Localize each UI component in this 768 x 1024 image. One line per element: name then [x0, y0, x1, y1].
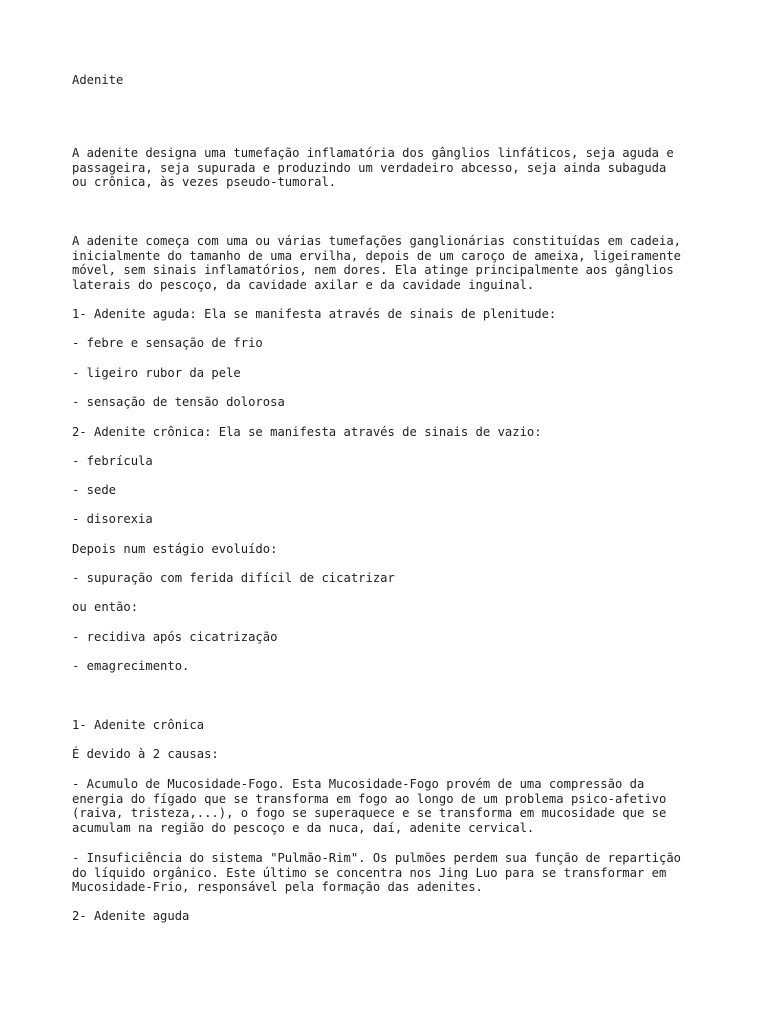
text-line: passageira, seja supurada e produzindo um verdadeiro abcesso, seja ainda subaguda — [72, 160, 667, 175]
list-item: - disorexia — [72, 512, 153, 526]
text-line: inicialmente do tamanho de uma ervilha, depois de um caroço de ameixa, ligeiramente — [72, 248, 682, 263]
list-item: - emagrecimento. — [72, 659, 190, 673]
text-line: A adenite designa uma tumefação inflamatória dos gânglios linfáticos, seja aguda e — [72, 146, 674, 160]
text-line: laterais do pescoço, da cavidade axilar e da cavidade inguinal. — [72, 277, 535, 292]
text-line: acumulam na região do pescoço e da nuca, daí, adenite cervical. — [72, 820, 535, 835]
list-item: - recidiva após cicatrização — [72, 630, 278, 644]
section-heading-acute: 2- Adenite aguda — [72, 909, 190, 923]
causes-heading: É devido à 2 causas: — [72, 747, 219, 761]
later-stage-heading: Depois num estágio evoluído: — [72, 542, 278, 556]
acute-signs-heading: 1- Adenite aguda: Ela se manifesta através de sinais de plenitude: — [72, 307, 557, 321]
text-line: (raiva, tristeza,...), o fogo se superaquece e se transforma em mucosidade que se — [72, 806, 667, 821]
text-line: energia do fígado que se transforma em fogo ao longo de um problema psico-afetivo — [72, 791, 667, 806]
cause-paragraph-1 — [72, 777, 712, 835]
list-item: - sensação de tensão dolorosa — [72, 395, 285, 409]
list-item: - febrícula — [72, 454, 153, 468]
text-line: A adenite começa com uma ou várias tumefações ganglionárias constituídas em cadeia, — [72, 234, 682, 248]
list-item: - ligeiro rubor da pele — [72, 366, 241, 380]
description-paragraph — [72, 234, 712, 292]
or-then-text: ou então: — [72, 600, 139, 614]
document-title: Adenite — [72, 73, 124, 87]
text-line: ou crônica, às vezes pseudo-tumoral. — [72, 175, 337, 190]
text-line: - Insuficiência do sistema "Pulmão-Rim". Os pulmões perdem sua função de repartição — [72, 851, 682, 865]
list-item: - supuração com ferida difícil de cicatrizar — [72, 571, 395, 585]
section-heading-chronic: 1- Adenite crônica — [72, 718, 205, 732]
text-line: Mucosidade-Frio, responsável pela formação das adenites. — [72, 880, 483, 895]
text-line: - Acumulo de Mucosidade-Fogo. Esta Mucosidade-Fogo provém de uma compressão da — [72, 777, 645, 791]
chronic-signs-heading: 2- Adenite crônica: Ela se manifesta através de sinais de vazio: — [72, 425, 542, 439]
list-item: - sede — [72, 483, 117, 497]
cause-paragraph-2 — [72, 851, 712, 895]
intro-paragraph — [72, 146, 712, 190]
text-line: do líquido orgânico. Este último se concentra nos Jing Luo para se transformar em — [72, 865, 667, 880]
text-line: móvel, sem sinais inflamatórios, nem dores. Ela atinge principalmente aos gânglios — [72, 263, 674, 278]
list-item: - febre e sensação de frio — [72, 336, 263, 350]
